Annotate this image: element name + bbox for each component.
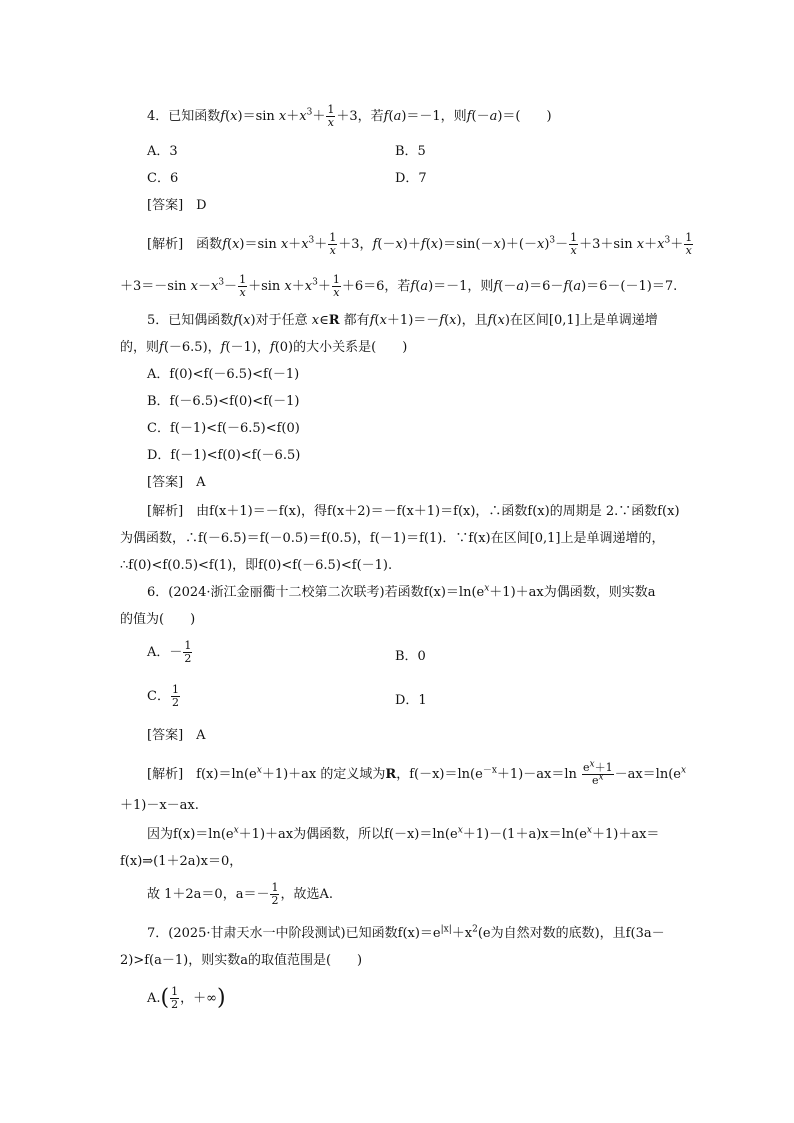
- q5-analysis-line1: [解析] 由f(x＋1)＝－f(x)，得f(x＋2)＝－f(x＋1)＝f(x)，∴函数f(x)的周期是 2.∵函数f(x): [147, 504, 680, 519]
- q6-option-b: B．0: [395, 649, 426, 664]
- q5-option-a: A．f(0)<f(－6.5)<f(－1): [147, 367, 300, 382]
- q6-stem-line2: 的值为( ): [120, 612, 196, 627]
- answer-value: A: [196, 475, 206, 490]
- answer-tag: [答案]: [147, 475, 184, 490]
- q6-option-c: C． $\frac{1}{2}$: [147, 683, 179, 709]
- q4-option-a: A．3: [147, 144, 178, 159]
- answer-tag: [答案]: [147, 728, 184, 743]
- q6-stem-line1: 6．(2024·浙江金丽衢十二校第二次联考)若函数$f(x)=\ln(e^x+1)+ax$为偶函数，则实数a: [147, 583, 656, 600]
- q6-analysis-line3: 因为$f(x)=\ln(e^x+1)+ax$为偶函数，所以$f(-x)=\ln(e^x+1)-(1+a)x=\ln(e^x+1)+ax=$: [147, 825, 660, 842]
- q7-stem-line1: 7．(2025·甘肃天水一中阶段测试)已知函数$f(x)=e^{|x|}+x^2(e$为自然对数的底数)，且f(3a－: [147, 924, 665, 941]
- q4-option-b: B．5: [395, 144, 426, 159]
- analysis-tag: [解析]: [147, 504, 184, 519]
- q7-option-a: A.( $\frac{1}{2}$ ，＋∞): [147, 985, 226, 1011]
- answer-value: D: [196, 198, 207, 213]
- q5-answer: [147, 474, 206, 492]
- answer-tag: [答案]: [147, 198, 184, 213]
- analysis-tag: [解析]: [147, 767, 184, 782]
- q4-answer: [147, 197, 207, 215]
- q5-analysis-line2: 为偶函数，∴f(－6.5)＝f(－0.5)＝f(0.5)，f(－1)＝f(1)．∵f(x)在区间[0,1]上是单调递增的，: [120, 531, 665, 546]
- q5-stem-line2: 的，则f(－6.5)，f(－1)，f(0)的大小关系是( ): [120, 340, 408, 355]
- q6-answer: [147, 727, 206, 745]
- q4-stem-lead: 4．已知函数: [147, 109, 221, 124]
- q6-analysis-line2: ＋1)－x－ax.: [120, 798, 199, 813]
- q4-option-d: D．7: [395, 171, 427, 186]
- q5-analysis-line3: ∴f(0)<f(0.5)<f(1)，即f(0)<f(－6.5)<f(－1).: [120, 558, 393, 573]
- q7-stem-line2: 2)>f(a－1)，则实数a的取值范围是( ): [120, 953, 363, 968]
- q6-option-d: D．1: [395, 693, 427, 708]
- q5-option-b: B．f(－6.5)<f(0)<f(－1): [147, 394, 300, 409]
- answer-value: A: [196, 728, 206, 743]
- q4-frac: $\frac{1}{x}$: [327, 103, 335, 129]
- q4-option-c: C．6: [147, 171, 179, 186]
- q4-analysis-line2: ＋3＝－sin $x-x^3-$ $\frac{1}{x}$ ＋sin $x+x^3+$ $\frac{1}{x}$ ＋6＝6，若f(a)＝－1，则f(－a)＝6－f(a)＝6－(－1)＝7.: [120, 273, 678, 299]
- q6-option-a: A．－ $\frac{1}{2}$: [147, 639, 192, 665]
- q6-analysis-line5: 故 1＋2a＝0，a＝－ $\frac{1}{2}$ ，故选A.: [147, 881, 333, 907]
- analysis-tag: [解析]: [147, 237, 184, 252]
- q6-analysis-line1: [解析] $f(x)=\ln(e^x+1)+ax$ 的定义域为R，$f(-x)=\ln(e^{-x}+1)-ax=\ln$ $\frac{e^x+1}{e^x}$ $-ax=\ln(e^x$: [147, 759, 687, 787]
- q4-stem: 4．已知函数f(x)＝sin $x+x^3+$ $\frac{1}{x}$ ＋3，若f(a)＝－1，则f(－a)＝( ): [147, 103, 552, 129]
- q5-stem-line1: 5．已知偶函数f(x)对于任意 x∈R 都有f(x＋1)＝－f(x)，且f(x)在区间[0,1]上是单调递增: [147, 313, 658, 328]
- q5-option-d: D．f(－1)<f(0)<f(－6.5): [147, 448, 301, 463]
- q5-option-c: C．f(－1)<f(－6.5)<f(0): [147, 421, 300, 436]
- q4-analysis-line1: [解析] 函数f(x)＝sin $x+x^3+$ $\frac{1}{x}$ ＋3，$f(-x)+f(x)=\sin(-x)+(-x)^3-$ $\frac{1}{x}$ ＋3＋sin $x+x^3+$ $\frac{1}{x}$: [147, 231, 693, 257]
- q6-analysis-line4: f(x)⇒(1＋2a)x＝0，: [120, 854, 243, 869]
